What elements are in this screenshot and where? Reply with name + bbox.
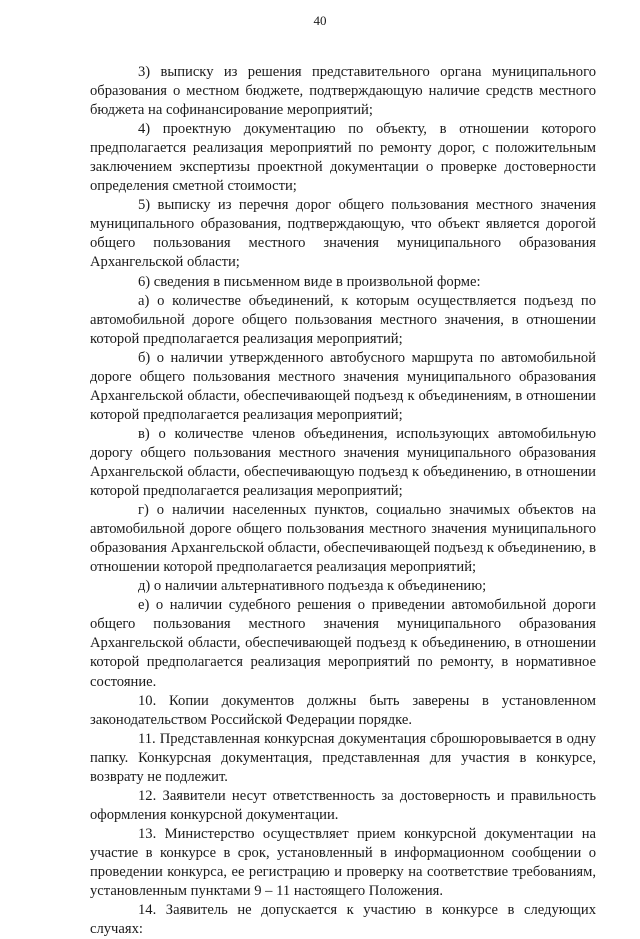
paragraph-clause-10: 10. Копии документов должны быть заверены в установленном законодательством Российской Федерации порядке. <box>90 692 596 728</box>
paragraph-item-4: 4) проектную документацию по объекту, в отношении которого предполагается реализация мероприятий по ремонту дорог, с положительным заключением экспертизы проектной документации о проверке достоверности определения сметной стоимости; <box>90 121 596 195</box>
paragraph-subitem-e: е) о наличии судебного решения о приведении автомобильной дороги общего пользования местного значения муниципального образования Архангельской области, обеспечивающей подъезд к объединению, в отношении которой предполагается реализация мероприятий по ремонту, в нормативное состояние. <box>90 597 596 690</box>
paragraph-item-6: 6) сведения в письменном виде в произвольной форме: <box>138 273 481 290</box>
paragraph-subitem-g: г) о наличии населенных пунктов, социально значимых объектов на автомобильной дороге общего пользования местного значения муниципального образования Архангельской области, обеспечивающей подъезд к объединению, в отношении которой предполагается реализация мероприятий; <box>90 502 596 576</box>
paragraph-subitem-b: б) о наличии утвержденного автобусного маршрута по автомобильной дороге общего пользования местного значения муниципального образования Архангельской области, обеспечивающей подъезд к объединениям, в отношении которой предполагается реализация мероприятий; <box>90 349 596 423</box>
paragraph-subitem-a: а) о количестве объединений, к которым осуществляется подъезд по автомобильной дороге общего пользования местного значения, в отношении которой предполагается реализация мероприятий; <box>90 292 596 347</box>
paragraph-clause-12: 12. Заявители несут ответственность за достоверность и правильность оформления конкурсной документации. <box>90 787 596 823</box>
paragraph-item-5: 5) выписку из перечня дорог общего пользования местного значения муниципального образования, подтверждающую, что объект является дорогой общего пользования местного значения муниципального образования Архангельской области; <box>90 197 596 271</box>
paragraph-item-3: 3) выписку из решения представительного органа муниципального образования о местном бюджете, подтверждающую наличие средств местного бюджета на софинансирование мероприятий; <box>90 64 596 119</box>
page-number: 40 <box>313 13 327 28</box>
paragraph-subitem-d: д) о наличии альтернативного подъезда к объединению; <box>138 578 487 595</box>
document-body <box>90 63 596 939</box>
paragraph-clause-13: 13. Министерство осуществляет прием конкурсной документации на участие в конкурсе в срок, установленный в информационном сообщении о проведении конкурса, ее регистрацию и проверку на соответствие требованиям, установленным пунктами 9 – 11 настоящего Положения. <box>90 825 596 900</box>
paragraph-clause-14: 14. Заявитель не допускается к участию в конкурсе в следующих случаях: <box>90 902 596 938</box>
paragraph-clause-11: 11. Представленная конкурсная документация сброшюровывается в одну папку. Конкурсная документация, представленная для участия в конкурсе, возврату не подлежит. <box>90 730 596 785</box>
paragraph-subitem-v: в) о количестве членов объединения, использующих автомобильную дорогу общего пользования местного значения муниципального образования Архангельской области, обеспечивающую подъезд к объединению, в отношении которой предполагается реализация мероприятий; <box>90 425 596 500</box>
